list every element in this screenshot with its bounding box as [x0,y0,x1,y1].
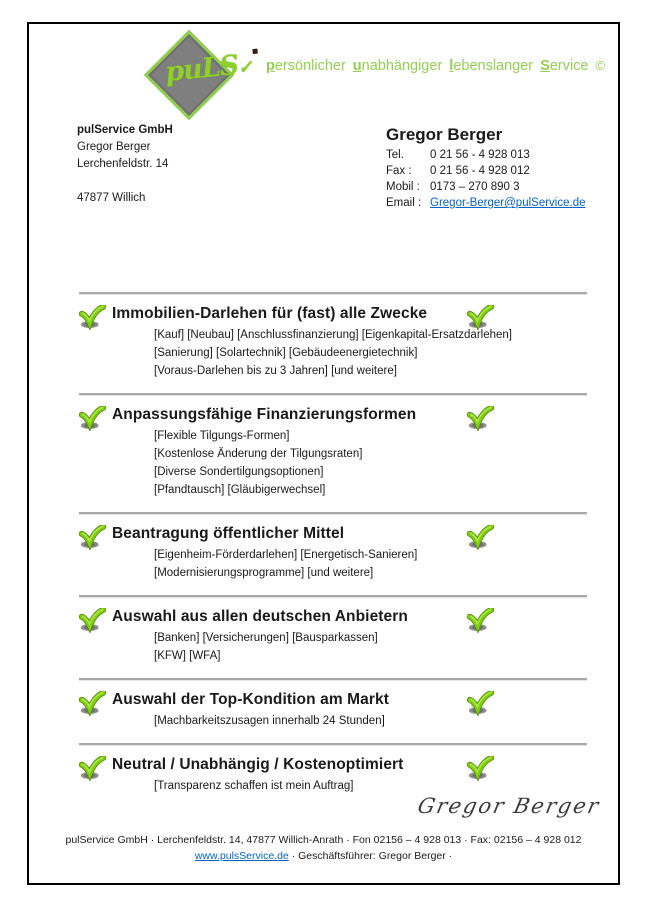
sender-company: pulService GmbH [77,124,173,136]
contact-row-mobil [386,179,586,195]
logo-dot [253,49,258,54]
service-detail: [Transparenz schaffen ist mein Auftrag] [154,780,354,792]
service-title: Auswahl der Top-Kondition am Markt [112,691,389,708]
check-icon [467,305,494,335]
check-icon [79,525,106,555]
check-icon [467,406,494,436]
email-link[interactable]: Gregor-Berger@pulService.de [430,197,586,209]
tagline-rest: ersönlicher [274,58,346,74]
service-section [79,295,587,393]
contact-label: Email : [386,197,422,209]
service-title: Anpassungsfähige Finanzierungsformen [112,406,417,423]
contact-label: Fax : [386,165,412,177]
footer-line2-rest: · Geschäftsführer: Gregor Berger · [288,850,453,862]
check-icon [79,406,106,436]
sender-name: Gregor Berger [77,141,151,153]
service-detail: [Sanierung] [Solartechnik] [Gebäudeenergietechnik] [154,347,418,359]
contact-row-tel [386,147,586,163]
tagline-word [449,58,533,74]
contact-value: 0 21 56 - 4 928 012 [430,165,530,177]
tagline-initial: p [266,58,275,74]
sender-address [77,122,173,207]
tagline [266,58,605,74]
sender-street: Lerchenfeldstr. 14 [77,158,169,170]
service-detail: [Kostenlose Änderung der Tilgungsraten] [154,448,363,460]
service-detail: [KFW] [WFA] [154,650,221,662]
service-section [79,681,587,743]
service-title: Neutral / Unabhängig / Kostenoptimiert [112,756,404,773]
service-detail: [Pfandtausch] [Gläubigerwechsel] [154,484,326,496]
check-icon [79,608,106,638]
tagline-rest: ervice [549,58,589,74]
check-icon [467,525,494,555]
contact-block [386,125,586,211]
service-title: Beantragung öffentlicher Mittel [112,525,345,542]
tagline-word [353,58,443,74]
tagline-initial: S [540,58,550,74]
service-detail: [Voraus-Darlehen bis zu 3 Jahren] [und weitere] [154,365,397,377]
check-icon [79,756,106,786]
service-section [79,598,587,678]
service-detail: [Modernisierungsprogramme] [und weitere] [154,567,374,579]
service-section [79,396,587,512]
logo-check-icon: ✓ [237,57,253,79]
sender-city: 47877 Willich [77,192,146,204]
check-icon [467,756,494,786]
check-icon [467,691,494,721]
header [29,24,618,134]
contact-row-email [386,195,586,211]
contact-row-fax [386,163,586,179]
footer-line2 [29,848,618,864]
service-title: Auswahl aus allen deutschen Anbietern [112,608,408,625]
footer-line1: pulService GmbH · Lerchenfeldstr. 14, 47877 Willich-Anrath · Fon 02156 – 4 928 013 · Fax: 02156 – 4 928 012 [65,834,582,846]
check-icon [467,608,494,638]
tagline-initial: u [352,58,362,74]
service-detail: [Diverse Sondertilgungsoptionen] [154,466,324,478]
tagline-initial: l [449,58,454,74]
tagline-word [266,58,346,74]
contact-value: 0173 – 270 890 3 [430,181,520,193]
signature: Gregor Berger [415,794,603,818]
contact-name: Gregor Berger [386,125,503,144]
service-title: Immobilien-Darlehen für (fast) alle Zwecke [112,305,428,322]
check-icon [79,305,106,335]
contact-label: Mobil : [386,181,420,193]
service-detail: [Machbarkeitszusagen innerhalb 24 Stunden] [154,715,385,727]
tagline-word [540,58,588,74]
service-detail: [Banken] [Versicherungen] [Bausparkassen] [154,632,378,644]
service-detail: [Kauf] [Neubau] [Anschlussfinanzierung] [Eigenkapital-Ersatzdarlehen] [154,329,512,341]
contact-label: Tel. [386,149,404,161]
services-list [79,292,587,808]
document-page [27,22,620,885]
tagline-rest: ebenslanger [453,58,534,74]
contact-value: 0 21 56 - 4 928 013 [430,149,530,161]
service-section [79,515,587,595]
footer [29,832,618,864]
service-detail: [Eigenheim-Förderdarlehen] [Energetisch-Sanieren] [154,549,418,561]
logo-text: puLS [163,49,240,89]
website-link[interactable]: www.pulsService.de [194,850,289,862]
tagline-rest: nabhängiger [361,58,443,74]
service-detail: [Flexible Tilgungs-Formen] [154,430,290,442]
check-icon [79,691,106,721]
copyright-symbol: © [595,58,606,73]
